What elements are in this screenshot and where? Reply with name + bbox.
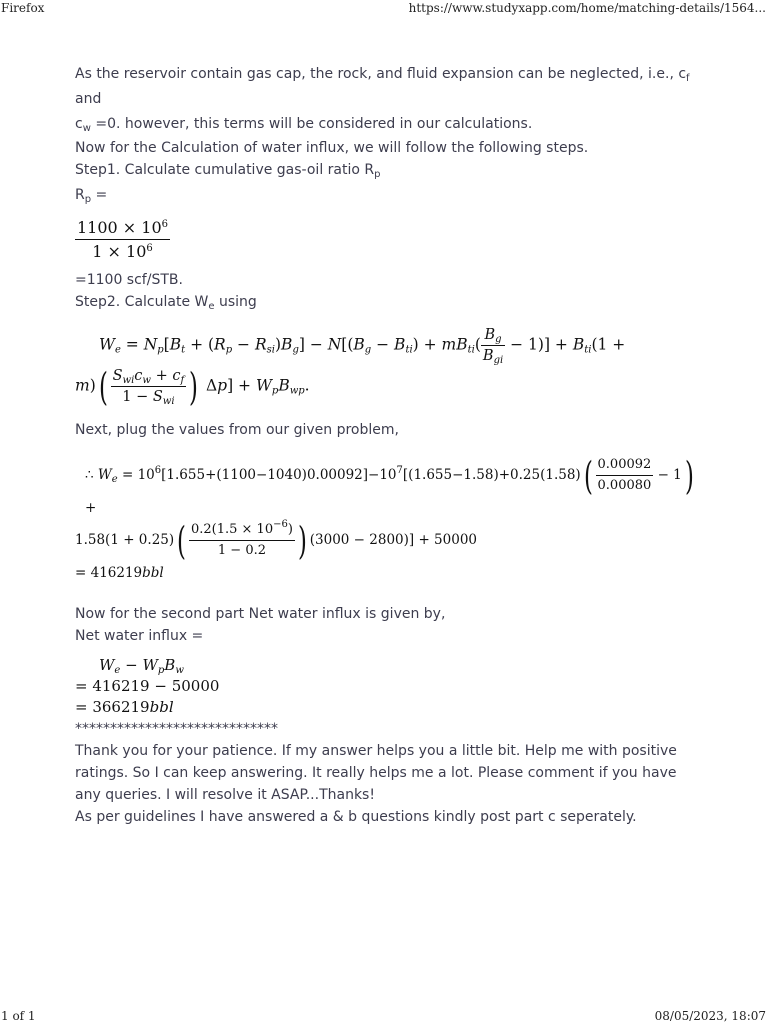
water-influx-formula: $W_e = N_p[B_t + (R_p - R_{si})B_g] - N[(B_g - B_{ti}) + mB_{ti}$( $\frac{B_g}{B_{gi}}$ − $1)] + B_{ti}(1$ + m)( $\frac{S_{wi}c_w + c_f}{1 - S_{wi}}$ ) $\Delta p] + W_pB_{wp}$. [75,327,626,409]
step2-heading: Step2. Calculate $W_e$ using [75,294,257,312]
page-url[interactable]: https://www.studyxapp.com/home/matching-details/1564... [408,1,766,15]
page-count: 1 of 1 [1,1009,36,1023]
rp-result: =1100 scf/STB. [75,272,183,288]
print-header [0,1,768,17]
rp-label: $R_p$ = [75,187,108,205]
answer-content [75,62,700,828]
print-datetime: 08/05/2023, 18:07 [654,1009,766,1023]
closing-note: Thank you for your patience. If my answer helps you a little bit. Help me with positive ratings. So I can keep answering. It really helps me a lot. Please comment if you have any queries. I will resolve it ASAP...Thanks! [75,743,677,803]
guidelines-note: As per guidelines I have answered a & b questions kindly post part c seperately. [75,809,637,825]
steps-intro: Now for the Calculation of water influx, we will follow the following steps. [75,140,589,156]
plug-values-text: Next, plug the values from our given problem, [75,422,399,438]
second-part-text: Now for the second part Net water influx is given by, [75,606,446,622]
step1-heading: Step1. Calculate cumulative gas-oil ratio $R_p$ [75,162,381,180]
separator-stars: ***************************** [75,721,278,737]
intro-paragraph: As the reservoir contain gas cap, the rock, and fluid expansion can be neglected, i.e., $c_f$ and $c_w =0$. however, this terms will be considered in our calculations. [75,66,690,134]
net-influx-label: Net water influx = [75,628,204,644]
browser-name: Firefox [1,1,45,15]
net-influx-equation: $W_e - W_pB_w$ = 416219 − 50000 = 366219bbl [75,656,220,716]
plugged-equation: ∴ $W_e = 10^6[1.655+(1100-1040)0.00092]-10^7[(1.655-1.58)+0.25(1.58)$( $\frac{0.00092}{0.00080}$ − 1)+ 1.58(1 + 0.25)( $\frac{0.2(1.5 \times 10^{-6})}{1 - 0.2}$ ) (3000 − 2800)] + 50000 = 416219bbl [75,453,694,581]
rp-fraction: $\frac{1100 \times 10^6}{1 \times 10^6}$ [77,218,169,261]
print-footer [0,1009,768,1025]
